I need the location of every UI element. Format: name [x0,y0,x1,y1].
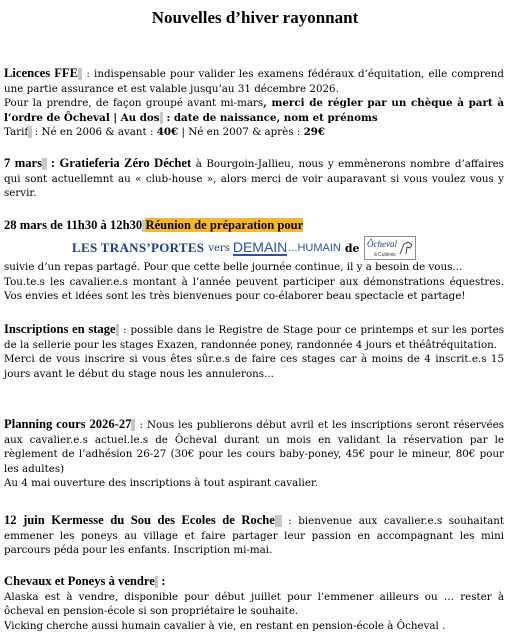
kermesse-text: : bienvenue aux cavalier.e.s souhaitant emmener les poneys au village et faire partager leur passion en accompagnant les mini parcours péda pour les enfants. Inscription mi-mai. [4,515,504,556]
chevaux-text-1: Alaska est à vendre, disponible pour début juillet pour l’emmener ailleurs ou … rester à ôcheval en pension-école si son propriétaire le souhaite. [4,590,504,617]
licences-heading: Licences FFE [4,66,79,80]
reunion-highlight: Réunion de préparation pour [145,218,304,232]
section-chevaux [4,574,504,633]
licences-text: : indispensable pour valider les examens fédéraux d’équitation, elle comprend une partie assurance et est valable jusqu’au 31 décembre 2026. [4,68,504,95]
page-title: Nouvelles d’hiver rayonnant [151,8,359,27]
stage-text-1: : possible dans le Registre de Stage pour ce printemps et sur les portes de la sellerie pour les stages Exazen, randonnée poney, randonnée 4 jours et théâtréquitation. [4,324,504,351]
banner-demain: DEMAIN [232,239,288,255]
licences-payment: , merci de régler par un chèque à part à l’ordre de Ôcheval | Au dos [4,97,504,124]
banner-title: LES TRANS’PORTES [72,240,205,255]
kermesse-heading: 12 juin Kermesse du Sou des Ecoles de Roche [4,513,275,527]
reunion-text-2: Tou.te.s les cavalier.e.s montant à l’année peuvent participer aux démonstrations équestres. Vos envies et idées sont les très bienvenues pour co-élaborer beau spectacle et partage! [4,275,504,302]
section-gratieferia [4,156,504,201]
stage-paragraph [4,322,504,352]
reunion-text-1: suivie d’un repas partagé. Pour que cette belle journée continue, il y a besoin de vous... [4,261,463,273]
section-stage [4,322,504,381]
section-licences [4,66,504,140]
licences-text-2: Pour la prendre, de façon groupé avant mi-mars [4,97,264,109]
planning-heading: Planning cours 2026-27 [4,417,132,431]
tarif-text-1: : Né en 2006 & avant : [31,126,157,138]
transportes-banner [72,236,452,260]
chevaux-text-2: Vicking cherche aussi humain cavalier à vie, en restant en pension-école à Ôcheval . [4,619,446,632]
ocheval-logo [364,236,416,260]
banner-humain: ...HUMAIN [288,242,341,254]
section-reunion [4,218,504,234]
logo-subtext: à Culièvis [373,252,396,258]
planning-text-1: : Nous les publierons début avril et les inscriptions seront réservées aux cavalier.e.s actuel.le.s de Ôcheval durant un mois en validant la réservation par le règlement de l’adhésion 26-27 (30€ pour les cours baby-poney, 45€ pour le mineur, 80€ pour les adultes) [4,419,504,475]
licences-paragraph [4,66,504,140]
licences-details: : date de naissance, nom et prénoms [162,111,378,124]
chevaux-heading-line [4,574,504,590]
chevaux-heading: Chevaux et Poneys à vendre [4,574,155,588]
planning-paragraph [4,417,504,476]
kermesse-paragraph [4,513,504,558]
stage-text-2: Merci de vous inscrire si vous êtes sûr.e.s de faire ces stages car à moins de 4 inscrit.e.s 15 jours avant le début du stage nous les annulerons... [4,353,504,380]
section-kermesse [4,513,504,558]
banner-de: de [344,241,360,255]
reunion-heading-line [4,218,504,234]
reunion-heading: 28 mars de 11h30 à 12h30 [4,218,143,232]
marker [275,515,282,527]
section-planning [4,417,504,491]
stage-heading: Inscriptions en stage [4,322,116,336]
gratieferia-paragraph [4,156,504,201]
logo-text: Ôcheval [366,239,397,249]
gratieferia-heading: : Gratieferia Zéro Déchet [46,156,192,170]
price-1: 40€ [156,126,179,138]
planning-text-2: Au 4 mai ouverture des inscriptions à tout aspirant cavalier. [4,477,319,489]
tarif-label: Tarif [4,126,29,138]
gratieferia-text: à Bourgoin-Jallieu, nous y emmènerons nombre d’affaires qui sont actuellemnt au « club-house », alors merci de voir auparavant si vous voulez vous y servir. [4,158,504,199]
price-2: 29€ [303,126,326,138]
tarif-text-2: | Né en 2007 & après : [178,126,304,138]
chevaux-colon: : [158,574,166,588]
banner-vers: vers [208,242,230,254]
gratieferia-date: 7 mars [4,156,42,170]
section-reunion-body [4,260,504,304]
